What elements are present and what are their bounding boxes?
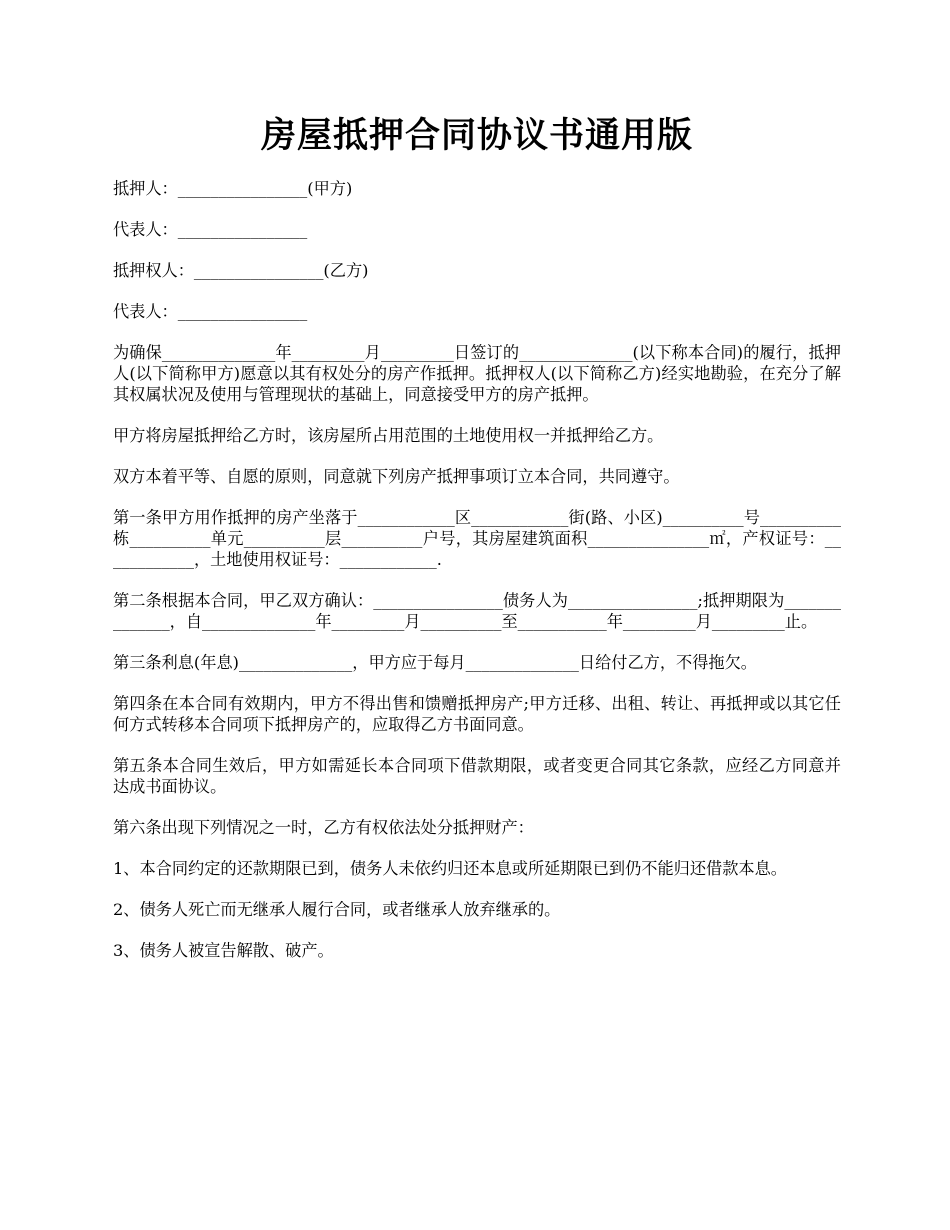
mortgagor-representative-line: 代表人：________________	[113, 220, 308, 239]
principle-paragraph: 双方本着平等、自愿的原则，同意就下列房产抵押事项订立本合同，共同遵守。	[113, 467, 680, 486]
article-6-paragraph: 第六条出现下列情况之一时，乙方有权依法处分抵押财产：	[113, 818, 534, 837]
article-3-paragraph: 第三条利息(年息)______________，甲方应于每月______________日给付乙方，不得拖欠。	[113, 653, 757, 672]
article-4-paragraph: 第四条在本合同有效期内，甲方不得出售和馈赠抵押房产;甲方迁移、出租、转让、再抵押或以其它任何方式转移本合同项下抵押房产的，应取得乙方书面同意。	[113, 694, 841, 734]
article-1-paragraph: 第一条甲方用作抵押的房产坐落于____________区____________街(路、小区)__________号__________栋__________单元__________层__________户号，其房屋建筑面积_______________㎡，产权证号：____________，土地使用权证号：____________.	[113, 508, 841, 569]
condition-1-paragraph: 1、本合同约定的还款期限已到，债务人未依约归还本息或所延期限已到仍不能归还借款本息。	[113, 859, 787, 878]
document-page	[113, 108, 841, 981]
preamble-paragraph: 为确保______________年_________月_________日签订的______________(以下称本合同)的履行，抵押人(以下简称甲方)愿意以其有权处分的房产作抵押。抵押权人(以下简称乙方)经实地勘验，在充分了解其权属状况及使用与管理现状的基础上，同意接受甲方的房产抵押。	[113, 343, 841, 404]
condition-2-paragraph: 2、债务人死亡而无继承人履行合同，或者继承人放弃继承的。	[113, 900, 561, 919]
article-5-paragraph: 第五条本合同生效后，甲方如需延长本合同项下借款期限，或者变更合同其它条款，应经乙方同意并达成书面协议。	[113, 756, 841, 796]
mortgagee-line: 抵押权人：________________(乙方)	[113, 261, 369, 280]
land-use-paragraph: 甲方将房屋抵押给乙方时，该房屋所占用范围的土地使用权一并抵押给乙方。	[113, 426, 664, 445]
mortgagor-line: 抵押人：________________(甲方)	[113, 179, 353, 198]
mortgagee-representative-line: 代表人：________________	[113, 302, 308, 321]
condition-3-paragraph: 3、债务人被宣告解散、破产。	[113, 941, 334, 960]
document-title: 房屋抵押合同协议书通用版	[260, 116, 693, 156]
article-2-paragraph: 第二条根据本合同，甲乙双方确认：________________债务人为________________;抵押期限为______________，自______________年_________月__________至___________年_________月_________止。	[113, 591, 841, 631]
